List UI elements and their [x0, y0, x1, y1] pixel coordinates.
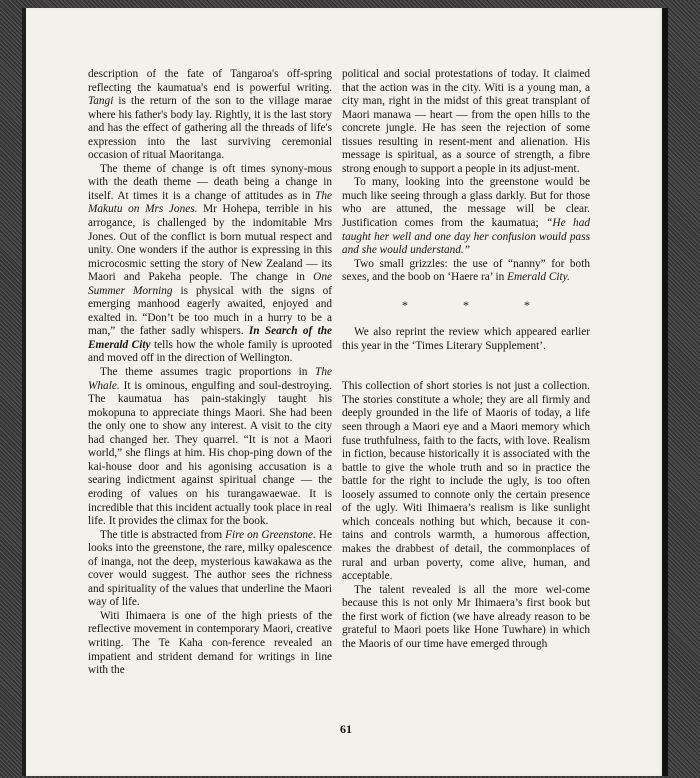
paragraph: [88, 366, 332, 529]
text-run: It is ominous, engulfing and soul-destroying. The kaumatua has pain-stakingly taught his mokopuna to appreciate things Maori. She had been the only one to show any interest. A visit to the city had changed her. They quarrel. “It is not a Maori world,” she flings at him. His chop-ping down of the kai-house door and his agonising accusation is a searing indictment against spiritual change — the eroding of values on his turangawaewae. It is incredible that this incident actually took place in real life. It provides the climax for the book.: [88, 379, 332, 528]
text-run: To many, looking into the greenstone would be much like seeing through a glass darkly. But for those who are attuned, the message will be clear. Justification comes from the kaumatua;: [342, 176, 590, 230]
left-column: [88, 68, 332, 678]
text-run: description of the fate of Tangaroa's off-spring reflecting the kaumatua's end is powerful writing.: [88, 68, 332, 94]
text-run: The talent revealed is all the more wel-come because this is not only Mr Ihimaera’s first book but the first work of fiction (we have already reason to be grateful to Maori poets like Hone Tuwhare) in which the Maoris of our time have emerged through: [342, 583, 590, 650]
paragraph: [342, 258, 590, 285]
paragraph: [342, 326, 590, 353]
paragraph: [88, 610, 332, 678]
book-page: [22, 8, 666, 776]
text-run: is physical with the signs of emerging manhood eagerly awaited, enjoyed and exalted in. “Don’t be too much in a hurry to be a man,” the father sadly whispers.: [88, 284, 332, 338]
binding-shadow: [662, 8, 668, 776]
paragraph: [342, 380, 590, 583]
text-run: Witi Ihimaera is one of the high priests of the reflective movement in contemporary Maori, creative writing. The Te Kaha con-ference revealed an impatient and strident demand for writings in line with the: [88, 609, 332, 677]
italic-text: Tangi: [88, 95, 114, 108]
paragraph: [342, 584, 590, 652]
text-run: This collection of short stories is not just a collection. The stories constitute a whole; they are all firmly and deeply grounded in the life of Maoris of today, a life seen through a Maori eye and a Maori memory which fuse truthfulness, faith to the facts, with love. Realism in fiction, because historically it is associated with the battle to give the whole truth and so in practice the battle for the right to include the ugly, is too often loosely assumed to connote only the certain presence of the ugly. Witi Ihimaera’s realism is like sunlight which conceals nothing but which, because it con-tains and controls warmth, a humorous affection, makes the drabbest of detail, the commonplaces of rural and urban poverty, come alive, human, and acceptable.: [342, 380, 590, 583]
paragraph: [88, 68, 332, 163]
italic-text: Emerald City.: [507, 271, 570, 284]
text-run: The theme of change is oft times synony-mous with the death theme — death being a change in itself. At times it is a change of attitudes as in: [88, 162, 332, 202]
text-run: is the return of the son to the village marae where his father's body lay. Rightly, it is the last story and has the effect of gathering all the threads of life's expression into the last surviving ceremonial occasion of ritual Maoritanga.: [88, 95, 332, 162]
bold-italic-title: In Search of the Emerald City: [88, 325, 332, 351]
italic-text: One Summer Morning: [88, 271, 332, 297]
paragraph: [88, 529, 332, 610]
text-run: The title is abstracted from: [100, 528, 226, 541]
italic-text: The Makutu on Mrs Jones.: [88, 189, 332, 216]
section-separator: * * *: [402, 297, 556, 312]
paragraph: [342, 176, 590, 257]
text-run: The theme assumes tragic proportions in: [100, 366, 316, 379]
page-number: 61: [340, 722, 352, 736]
text-run: Mr Hohepa, terrible in his arrogance, is challenged by the indomitable Mrs Jones. Out of the conflict is born mutual respect and unity. One wonders if the author is expressing in this microcosmic setting the story of New Zealand — its Maori and Pakeha people. The change in: [88, 203, 332, 284]
paragraph: [88, 163, 332, 366]
text-run: We also reprint the review which appeared earlier this year in the ‘Times Literary Supplement’.: [342, 326, 590, 352]
text-run: He looks into the greenstone, the rare, milky opalescence of inanga, not the deep, mysterious kawakawa as the cover would suggest. The author sees the richness and spirituality of the values that underline the Maori way of life.: [88, 528, 332, 609]
italic-text: Fire on Greenstone.: [225, 528, 316, 541]
paragraph: [342, 68, 590, 176]
right-column: [342, 68, 590, 651]
text-run: political and social protestations of today. It claimed that the action was in the city. Witi is a young man, a city man, right in the midst of this great transplant of Maori manawa — heart — from the open hills to the concrete jungle. He has seen the rejection of some tissues resulting in resent-ment and alienation. His message is spiritual, as a source of strength, a fibre strong enough to support a people in its adjust-ment.: [342, 68, 590, 175]
text-run: tells how the whole family is uprooted and moved off in the direction of Wellington.: [88, 338, 332, 365]
italic-text: “He had taught her well and one day her confusion would pass and she would understand.”: [342, 217, 590, 257]
italic-text: The Whale.: [88, 366, 332, 392]
text-run: Two small grizzles: the use of “nanny” for both sexes, and the boob on ‘Haere ra’ in: [342, 257, 590, 284]
